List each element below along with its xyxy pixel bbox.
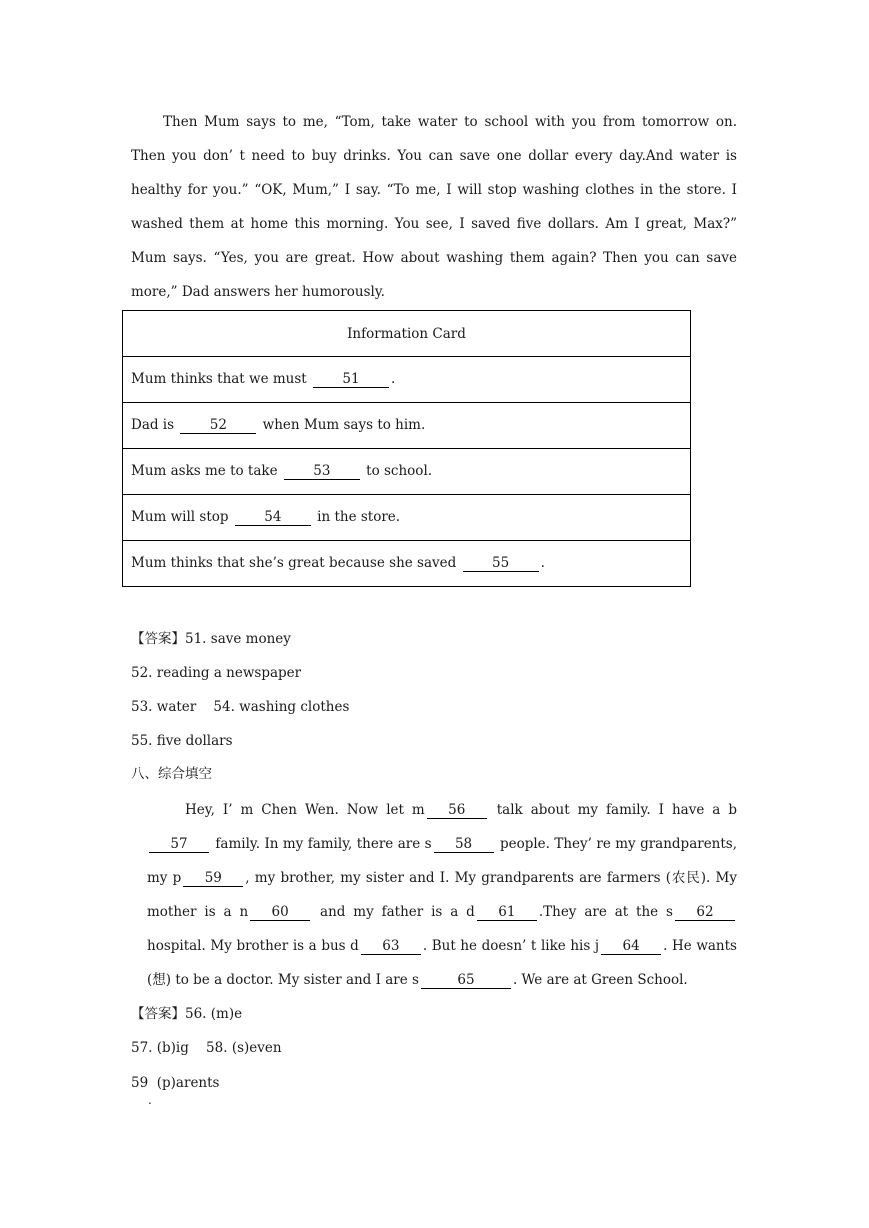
answer-line-51	[131, 629, 291, 649]
answer-line-57-58: 57. (b)ig 58. (s)even	[131, 1040, 282, 1056]
card-row-text: .	[540, 555, 545, 571]
blank-52: 52	[180, 418, 256, 434]
cloze-text: and my father is a d	[320, 904, 475, 920]
card-row-53	[123, 449, 691, 495]
answer-line-53-54: 53. water 54. washing clothes	[131, 699, 350, 715]
cloze-text: family. In my family, there are s	[215, 836, 432, 852]
information-card	[122, 310, 691, 587]
answer-label: 【答案】	[131, 631, 185, 647]
blank-60: 60	[250, 905, 310, 921]
cloze-text: , my brother, my sister and I. My grandparents are farmers (农民). My mother is a n	[147, 870, 737, 920]
card-row-text: .	[391, 371, 396, 387]
cloze-text: people. They’ re my grandparents, my p	[147, 836, 738, 886]
cloze-text: .They are at the s	[538, 904, 673, 920]
blank-55: 55	[463, 556, 539, 572]
answer-line-56	[131, 1004, 242, 1024]
blank-62: 62	[675, 905, 735, 921]
answer-text: 51. save money	[185, 631, 291, 647]
section-title: 八、综合填空	[131, 766, 212, 782]
card-row-51	[123, 357, 691, 403]
card-row-52	[123, 403, 691, 449]
blank-56: 56	[427, 803, 487, 819]
blank-54: 54	[235, 510, 311, 526]
card-row-text: in the store.	[317, 509, 401, 525]
blank-64: 64	[601, 939, 661, 955]
card-row-text: Mum asks me to take	[131, 463, 278, 479]
cloze-text: hospital. My brother is a bus d	[147, 938, 359, 954]
blank-57: 57	[149, 837, 209, 853]
card-row-55	[123, 541, 691, 587]
blank-58: 58	[434, 837, 494, 853]
answer-line-55: 55. five dollars	[131, 733, 233, 749]
cloze-text: . We are at Green School.	[512, 972, 688, 988]
card-row-54	[123, 495, 691, 541]
cloze-passage	[147, 793, 737, 997]
answer-line-52: 52. reading a newspaper	[131, 665, 302, 681]
passage-text: Then Mum says to me, “Tom, take water to school with you from tomorrow on. Then you don’ t need to buy drinks. You can save one dollar every day.And water is healthy for you.” “OK, Mum,” I say. “To me, I will stop washing clothes in the store. I washed them at home this morning. You see, I saved five dollars. Am I great, Max?” Mum says. “Yes, you are great. How about washing them again? Then you can save more,” Dad answers her humorously.	[131, 114, 737, 300]
card-row-text: Dad is	[131, 417, 175, 433]
blank-65: 65	[421, 973, 511, 989]
blank-51: 51	[313, 372, 389, 388]
card-row-text: Mum thinks that we must	[131, 371, 307, 387]
blank-53: 53	[284, 464, 360, 480]
stray-dot: .	[148, 1093, 152, 1107]
cloze-text: . But he doesn’ t like his j	[422, 938, 600, 954]
blank-63: 63	[361, 939, 421, 955]
card-row-text: Mum thinks that she’s great because she saved	[131, 555, 457, 571]
cloze-text: talk about my family. I have a b	[496, 802, 737, 818]
answer-line-59: 59 (p)arents	[131, 1075, 220, 1091]
card-title: Information Card	[123, 311, 691, 357]
blank-61: 61	[477, 905, 537, 921]
card-row-text: Mum will stop	[131, 509, 229, 525]
reading-passage	[131, 105, 737, 309]
card-row-text: when Mum says to him.	[262, 417, 426, 433]
blank-59: 59	[183, 871, 243, 887]
answer-text: 56. (m)e	[185, 1006, 243, 1022]
answer-label: 【答案】	[131, 1006, 185, 1022]
cloze-text: Hey, I’ m Chen Wen. Now let m	[185, 802, 425, 818]
cloze-text: . He wants (想) to be a doctor. My sister and I are s	[147, 938, 737, 988]
card-row-text: to school.	[366, 463, 433, 479]
